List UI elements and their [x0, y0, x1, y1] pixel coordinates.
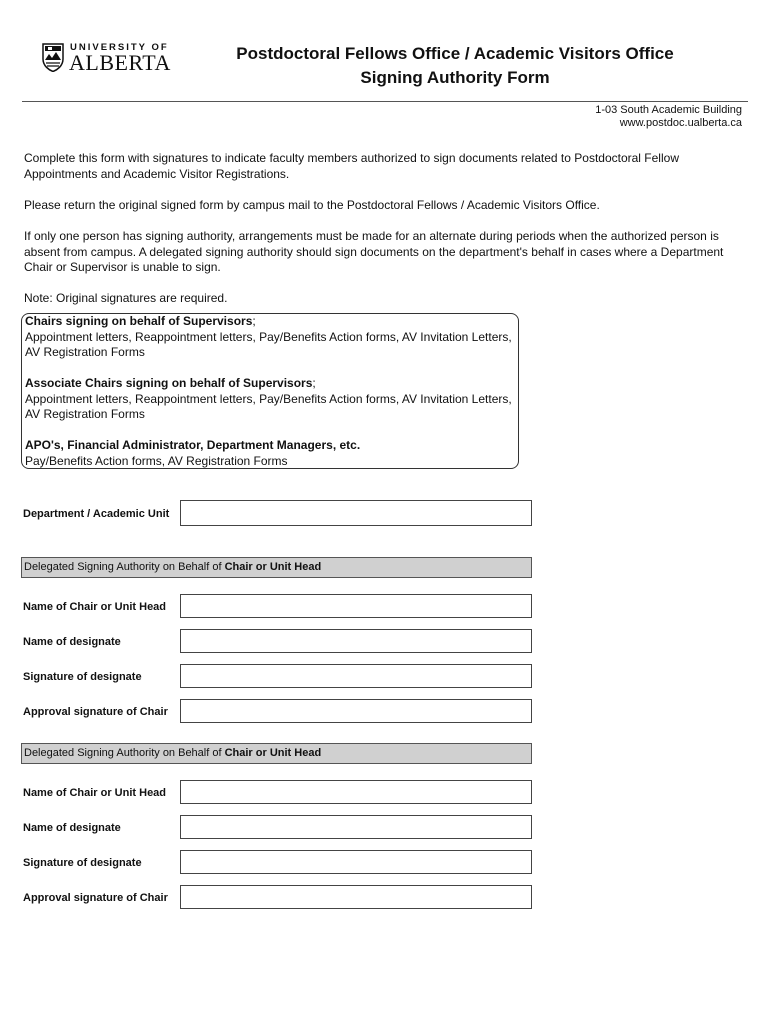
university-logo	[42, 40, 172, 80]
section2-signature-field[interactable]	[180, 850, 532, 874]
authority-assoc-body: Appointment letters, Reappointment letters, Pay/Benefits Action forms, AV Invitation Letters, AV Registration Forms	[25, 391, 512, 421]
form-title: Postdoctoral Fellows Office / Academic Visitors Office	[236, 44, 674, 63]
logo-university-of: UNIVERSITY OF	[70, 42, 169, 53]
authority-assoc-title: Associate Chairs signing on behalf of Supervisors	[25, 376, 313, 390]
authority-apos-body: Pay/Benefits Action forms, AV Registration Forms	[25, 453, 288, 468]
section2-signature-label: Signature of designate	[23, 857, 142, 869]
intro-paragraph-3: If only one person has signing authority, arrangements must be made for an alternate during periods when the authorized person is absent from campus. A delegated signing authority should sign documents on the department's behalf in cases where a Department Chair or Supervisor is unable to sign.	[24, 229, 724, 274]
section2-bar-text: Delegated Signing Authority on Behalf of	[24, 747, 225, 759]
section1-name-field[interactable]	[180, 594, 532, 618]
authority-section-associate-chairs	[25, 376, 518, 423]
section1-signature-label: Signature of designate	[23, 671, 142, 683]
section1-name-label: Name of Chair or Unit Head	[23, 601, 167, 613]
authority-apos-title: APO's, Financial Administrator, Department Managers, etc.	[25, 438, 361, 452]
section1-approval-label: Approval signature of Chair	[23, 706, 168, 718]
office-address: 1-03 South Academic Building	[595, 104, 742, 116]
office-website: www.postdoc.ualberta.ca	[619, 117, 742, 129]
section2-designate-field[interactable]	[180, 815, 532, 839]
section2-bar-bold: Chair or Unit Head	[224, 747, 322, 759]
note-paragraph: Note: Original signatures are required.	[24, 291, 228, 305]
intro-paragraph-1: Complete this form with signatures to indicate faculty members authorized to sign documents related to Postdoctoral Fellow Appointments and Academic Visitor Registrations.	[24, 151, 679, 181]
department-field[interactable]	[180, 500, 532, 526]
header-divider	[22, 101, 748, 102]
section2-approval-label: Approval signature of Chair	[23, 892, 168, 904]
section2-header-bar	[21, 743, 532, 764]
authority-chairs-body: Appointment letters, Reappointment letters, Pay/Benefits Action forms, AV Invitation Letters, AV Registration Forms	[25, 329, 512, 359]
authority-chairs-punct: ;	[252, 314, 256, 328]
section2-designate-label: Name of designate	[23, 822, 121, 834]
section2-name-field[interactable]	[180, 780, 532, 804]
section1-bar-bold: Chair or Unit Head	[224, 561, 322, 573]
section1-signature-field[interactable]	[180, 664, 532, 688]
section2-approval-field[interactable]	[180, 885, 532, 909]
authority-chairs-title: Chairs signing on behalf of Supervisors	[25, 314, 253, 328]
logo-alberta: ALBERTA	[69, 50, 171, 75]
authority-section-apos	[25, 438, 518, 469]
authority-section-chairs	[25, 314, 518, 361]
form-subtitle: Signing Authority Form	[360, 68, 550, 87]
section2-name-label: Name of Chair or Unit Head	[23, 787, 167, 799]
section1-bar-text: Delegated Signing Authority on Behalf of	[24, 561, 225, 573]
department-label: Department / Academic Unit	[23, 508, 170, 520]
crest-icon	[42, 42, 64, 72]
authority-info-box	[21, 313, 519, 469]
section1-header-bar	[21, 557, 532, 578]
section1-designate-label: Name of designate	[23, 636, 121, 648]
intro-paragraph-2: Please return the original signed form by campus mail to the Postdoctoral Fellows / Academic Visitors Office.	[24, 198, 600, 212]
section1-approval-field[interactable]	[180, 699, 532, 723]
section1-designate-field[interactable]	[180, 629, 532, 653]
authority-assoc-punct: ;	[312, 376, 316, 390]
